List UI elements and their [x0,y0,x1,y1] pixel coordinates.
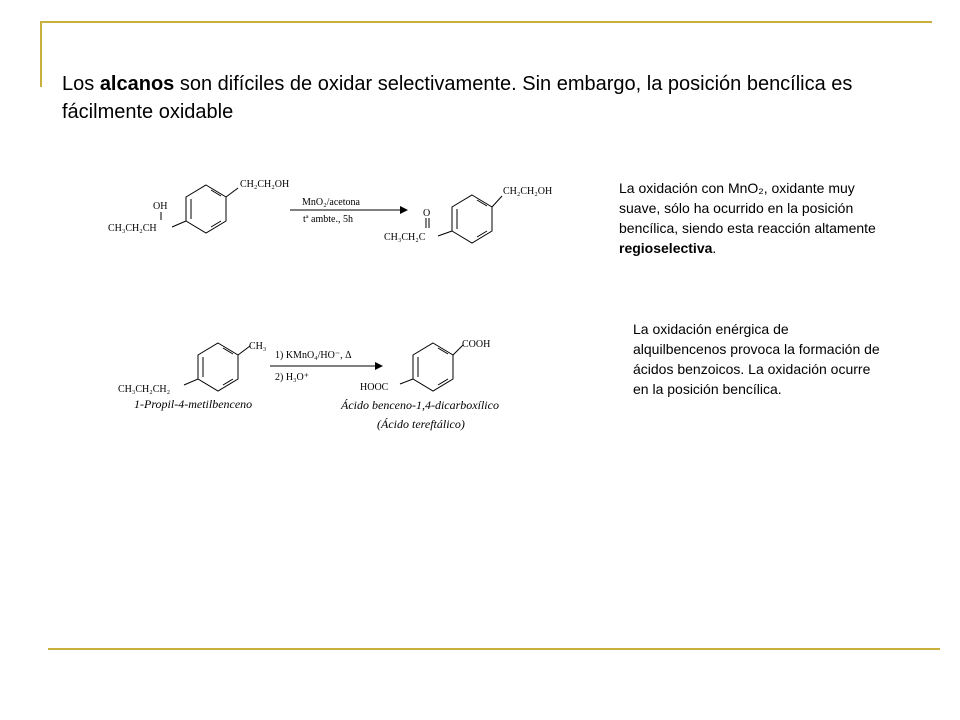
note1-bold: regioselectiva [619,240,713,256]
r1-product-chain-label: CH₃CH₂C [384,232,426,243]
r1-product-top-label: CH₂CH₂OH [503,186,553,197]
r2-reagent2-label: 2) H₃O⁺ [275,372,310,383]
r2-reagent1-label: 1) KMnO₄/HO⁻, Δ [275,350,352,361]
r1-reactant-oh-label: OH [153,201,168,212]
r2-product-cooh-label: COOH [462,339,491,350]
r2-reactant-ch3-label: CH₃ [249,341,267,352]
benzene-ring-reactant2 [198,343,238,391]
title-text-2: son difíciles de oxidar selectivamente. Sin embargo, la posición bencílica es fácilmente oxidable [62,73,853,123]
r2-reactant-name: 1-Propil-4-metilbenceno [134,397,253,411]
note-kmno4-oxidation [633,319,881,399]
note1-end: . [712,240,717,256]
title-text-1: Los [62,73,100,95]
note-mno2-oxidation [619,178,889,258]
benzene-ring-product1 [452,195,492,243]
r1-product-o-label: O [423,208,431,219]
note1-text: La oxidación con MnO₂, oxidante muy suave, sólo ha ocurrido en la posición bencílica, siendo esta reacción altamente [619,180,876,236]
r1-reactant-top-label: CH₂CH₂OH [240,179,290,190]
title-bold-alcanos: alcanos [99,73,175,95]
benzene-ring-product2 [413,343,453,391]
r2-product-hooc-label: HOOC [360,382,389,393]
r1-reagent-bottom-label: tª ambte., 5h [303,214,353,225]
r2-product-name: Ácido benceno-1,4-dicarboxílico [341,398,499,412]
benzene-ring-reactant1 [186,185,226,233]
r1-reagent-top-label: MnO₂/acetona [302,197,360,208]
r2-product-name-alt: (Ácido tereftálico) [377,417,465,431]
r2-reactant-chain-label: CH₃CH₂CH₂ [118,384,171,395]
note2-text: La oxidación enérgica de alquilbencenos provoca la formación de ácidos benzoicos. La oxidación ocurre en la posición bencílica. [633,321,880,397]
r1-reactant-chain-label: CH₃CH₂CH [108,223,157,234]
